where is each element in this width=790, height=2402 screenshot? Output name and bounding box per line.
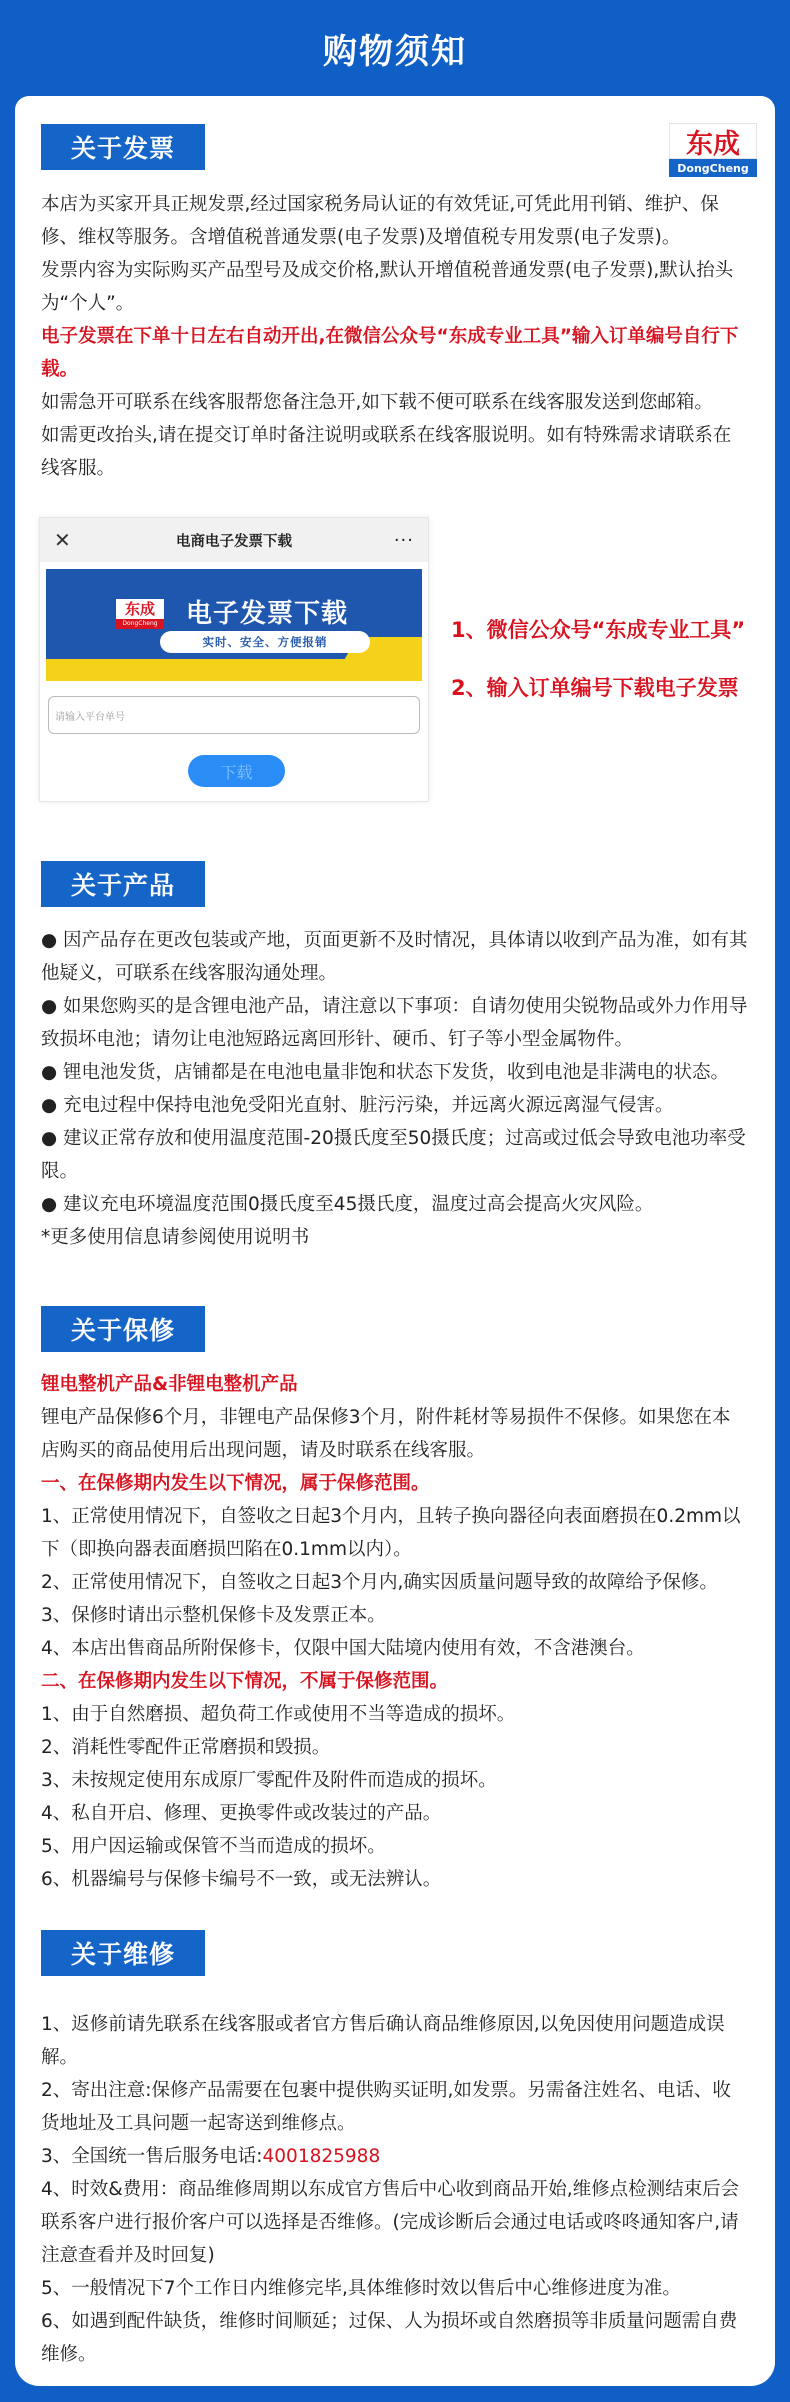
mockup-title: 电商电子发票下载 [176,533,292,550]
warranty-item: 1、由于自然磨损、超负荷工作或使用不当等造成的损坏。 [41,1704,516,1725]
warranty-paragraph: 锂电产品保修6个月，非锂电产品保修3个月，附件耗材等易损件不保修。如果您在本店购买的商品使用后出现问题，请及时联系在线客服。 [41,1407,731,1461]
brand-logo-sub: DongCheng [669,159,757,177]
page-header [0,0,790,96]
step-2: 2、输入订单编号下载电子发票 [451,676,739,700]
warranty-text [41,1368,749,1896]
repair-text [41,2008,749,2371]
invoice-paragraph: 如需急开可联系在线客服帮您备注急开,如下载不便可联系在线客服发送到您邮箱。 [41,392,713,413]
warranty-item: 4、本店出售商品所附保修卡，仅限中国大陆境内使用有效，不含港澳台。 [41,1638,645,1659]
content-card [15,96,775,2386]
warranty-item: 2、正常使用情况下，自签收之日起3个月内,确实因质量问题导致的故障给予保修。 [41,1572,718,1593]
brand-logo [667,123,759,181]
service-phone-number[interactable]: 4001825988 [262,2146,381,2167]
product-note: *更多使用信息请参阅使用说明书 [41,1227,310,1248]
product-item: ● 充电过程中保持电池免受阳光直射、脏污污染，并远离火源远离湿气侵害。 [41,1095,674,1116]
invoice-download-mockup [39,517,429,802]
banner-subtitle: 实时、安全、方便报销 [160,631,370,653]
repair-item: 4、时效&费用：商品维修周期以东成官方售后中心收到商品开始,维修点检测结束后会联系客户进行报价客户可以选择是否维修。(完成诊断后会通过电话或咚咚通知客户,请注意查看并及时回复) [41,2179,740,2266]
warranty-item: 2、消耗性零配件正常磨损和毁损。 [41,1737,331,1758]
product-item: ● 锂电池发货，店铺都是在电池电量非饱和状态下发货，收到电池是非满电的状态。 [41,1062,730,1083]
close-icon[interactable]: ✕ [54,528,71,552]
warranty-item: 3、保修时请出示整机保修卡及发票正本。 [41,1605,386,1626]
warranty-heading: 二、在保修期内发生以下情况，不属于保修范围。 [41,1671,449,1692]
warranty-heading: 一、在保修期内发生以下情况，属于保修范围。 [41,1473,430,1494]
brand-logo-text: 东成 [669,123,757,159]
banner-stripe [46,659,422,681]
product-item: ● 建议充电环境温度范围0摄氏度至45摄氏度，温度过高会提高火灾风险。 [41,1194,654,1215]
step-1: 1、微信公众号“东成专业工具” [451,618,746,642]
invoice-paragraph: 本店为买家开具正规发票,经过国家税务局认证的有效凭证,可凭此用刊销、维护、保修、维权等服务。含增值税普通发票(电子发票)及增值税专用发票(电子发票)。 [41,194,719,248]
more-icon[interactable]: ··· [393,529,414,551]
invoice-highlight: 电子发票在下单十日左右自动开出,在微信公众号“东成专业工具”输入订单编号自行下载。 [41,326,739,380]
section-title-repair: 关于维修 [41,1930,205,1976]
invoice-text [41,188,749,485]
repair-item [41,2140,749,2173]
product-item: ● 如果您购买的是含锂电池产品，请注意以下事项：自请勿使用尖锐物品或外力作用导致损坏电池；请勿让电池短路远离回形针、硬币、钉子等小型金属物件。 [41,996,748,1050]
warranty-item: 5、用户因运输或保管不当而造成的损坏。 [41,1836,386,1857]
warranty-item: 4、私自开启、修理、更换零件或改装过的产品。 [41,1803,442,1824]
repair-item: 2、寄出注意:保修产品需要在包裹中提供购买证明,如发票。另需备注姓名、电话、收货地址及工具问题一起寄送到维修点。 [41,2080,731,2134]
section-title-product: 关于产品 [41,861,205,907]
warranty-item: 3、未按规定使用东成原厂零配件及附件而造成的损坏。 [41,1770,497,1791]
banner-title: 电子发票下载 [186,599,349,629]
banner-logo-sub: DongCheng [116,619,164,629]
product-item: ● 因产品存在更改包装或产地，页面更新不及时情况，具体请以收到产品为准，如有其他疑义，可联系在线客服沟通处理。 [41,930,748,984]
product-item: ● 建议正常存放和使用温度范围-20摄氏度至50摄氏度；过高或过低会导致电池功率受限。 [41,1128,746,1182]
repair-item: 6、如遇到配件缺货，维修时间顺延；过保、人为损坏或自然磨损等非质量问题需自费维修。 [41,2311,738,2365]
section-title-invoice: 关于发票 [41,124,205,170]
download-button[interactable]: 下载 [188,755,285,787]
mockup-title-bar [40,518,428,562]
mockup-banner [46,569,422,681]
warranty-item: 6、机器编号与保修卡编号不一致，或无法辨认。 [41,1869,442,1890]
invoice-paragraph: 发票内容为实际购买产品型号及成交价格,默认开增值税普通发票(电子发票),默认抬头为“个人”。 [41,260,734,314]
repair-phone-label: 3、全国统一售后服务电话: [41,2146,263,2167]
invoice-paragraph: 如需更改抬头,请在提交订单时备注说明或联系在线客服说明。如有特殊需求请联系在线客服。 [41,425,732,479]
page-title: 购物须知 [323,31,467,72]
banner-logo-text: 东成 [124,600,155,618]
warranty-item: 1、正常使用情况下，自签收之日起3个月内，且转子换向器径向表面磨损在0.2mm以下（即换向器表面磨损凹陷在0.1mm以内）。 [41,1506,741,1560]
warranty-heading: 锂电整机产品&非锂电整机产品 [41,1374,298,1395]
download-steps [451,601,745,717]
product-text [41,924,749,1254]
order-number-input[interactable]: 请输入平台单号 [48,696,420,734]
section-title-warranty: 关于保修 [41,1306,205,1352]
banner-logo [116,599,164,629]
repair-item: 5、一般情况下7个工作日内维修完毕,具体维修时效以售后中心维修进度为准。 [41,2278,681,2299]
repair-item: 1、返修前请先联系在线客服或者官方售后确认商品维修原因,以免因使用问题造成误解。 [41,2014,725,2068]
